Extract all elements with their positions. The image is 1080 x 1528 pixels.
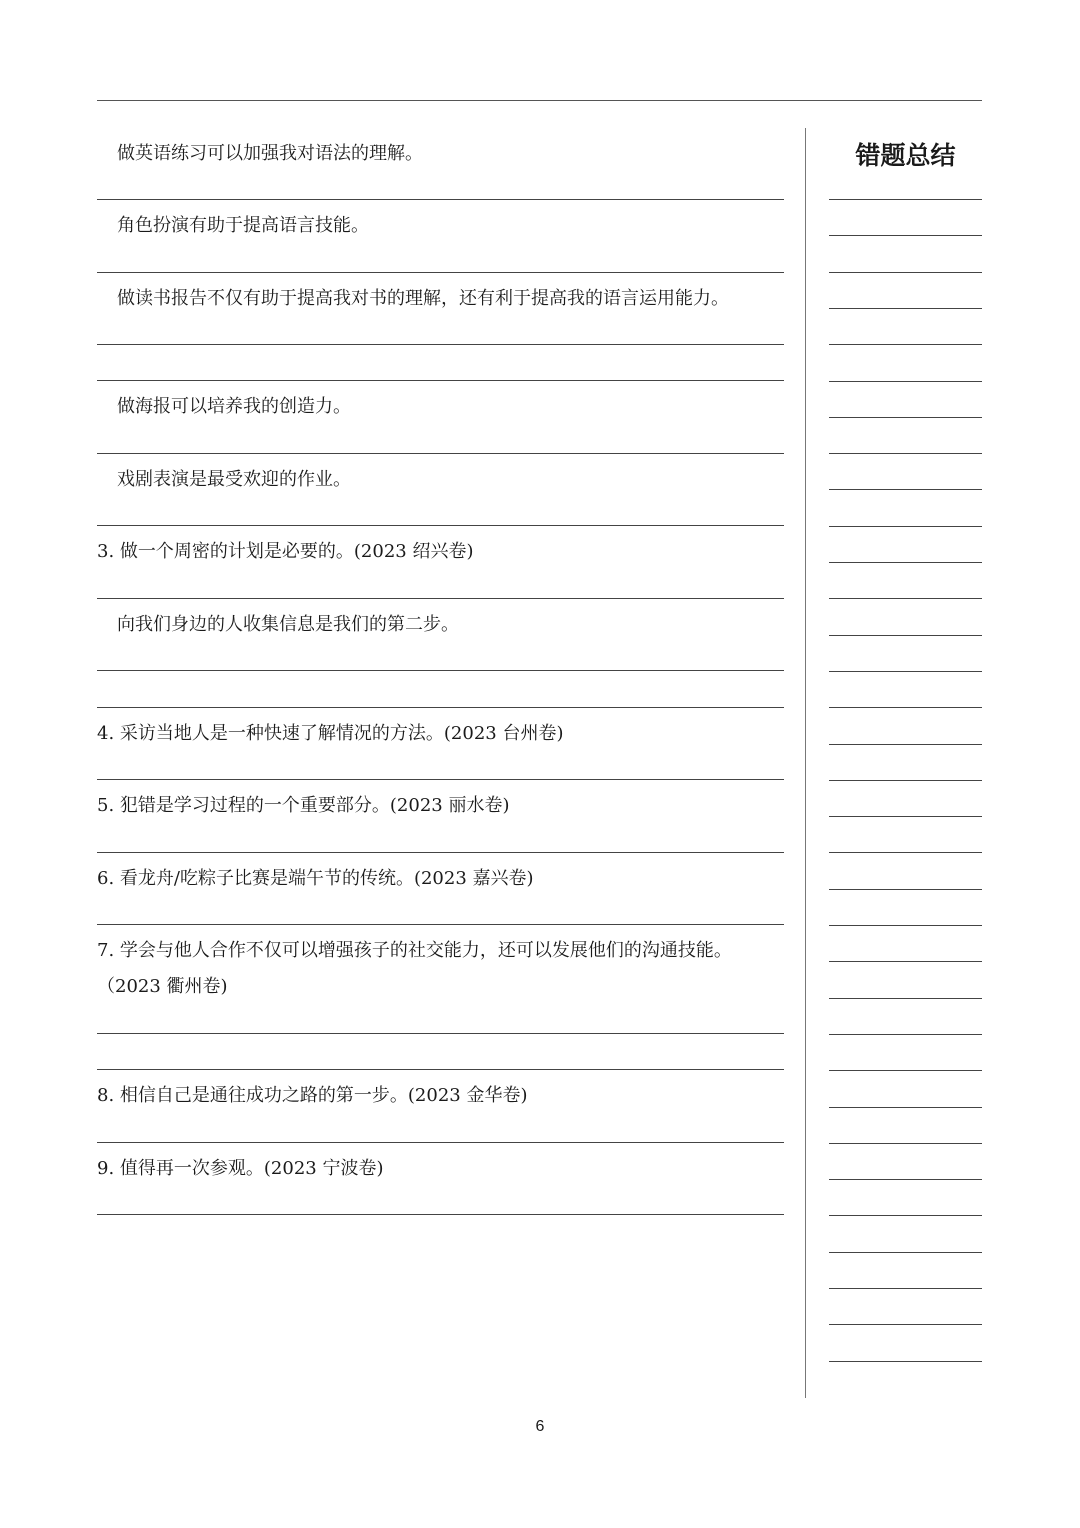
- exercise-item: [97, 454, 784, 527]
- exercise-prompt: 3. 做一个周密的计划是必要的。(2023 绍兴卷): [97, 541, 474, 563]
- exercise-item: [97, 128, 784, 200]
- summary-writing-line: [829, 1107, 982, 1108]
- exercise-source: （2023 衢州卷): [97, 976, 228, 998]
- column-divider: [805, 128, 806, 1398]
- summary-writing-line: [829, 235, 982, 236]
- summary-writing-line: [829, 381, 982, 382]
- summary-writing-line: [829, 925, 982, 926]
- summary-writing-line: [829, 852, 982, 853]
- exercise-prompt: 角色扮演有助于提高语言技能。: [117, 215, 369, 236]
- exercise-prompt: 做海报可以培养我的创造力。: [117, 396, 351, 418]
- summary-writing-line: [829, 671, 982, 672]
- summary-writing-line: [829, 1324, 982, 1325]
- answer-line: [97, 345, 784, 381]
- exercise-prompt: 做读书报告不仅有助于提高我对书的理解，还有利于提高我的语言运用能力。: [117, 287, 729, 309]
- summary-writing-line: [829, 489, 982, 490]
- exercise-prompt: 6. 看龙舟/吃粽子比赛是端午节的传统。(2023 嘉兴卷): [97, 867, 534, 889]
- exercise-item: [97, 381, 784, 454]
- summary-writing-line: [829, 453, 982, 454]
- exercise-item: [97, 526, 784, 599]
- exercise-item: [97, 200, 784, 273]
- exercise-item: [97, 780, 784, 853]
- summary-writing-line: [829, 780, 982, 781]
- summary-writing-line: [829, 308, 982, 309]
- summary-writing-line: [829, 1179, 982, 1180]
- summary-writing-line: [829, 635, 982, 636]
- mistake-summary-title: 错题总结: [855, 141, 956, 170]
- exercise-item: [97, 1070, 784, 1143]
- summary-writing-line: [829, 344, 982, 345]
- exercise-prompt: 9. 值得再一次参观。(2023 宁波卷): [97, 1157, 384, 1179]
- summary-writing-line: [829, 526, 982, 527]
- exercise-item: [97, 925, 784, 1034]
- exercise-prompt: 7. 学会与他人合作不仅可以增强孩子的社交能力，还可以发展他们的沟通技能。: [97, 940, 732, 962]
- exercise-item: [97, 1143, 784, 1216]
- exercise-prompt: 戏剧表演是最受欢迎的作业。: [117, 468, 351, 490]
- exercise-prompt: 8. 相信自己是通往成功之路的第一步。(2023 金华卷): [97, 1085, 528, 1107]
- summary-writing-line: [829, 272, 982, 273]
- answer-line: [97, 671, 784, 707]
- summary-writing-line: [829, 1252, 982, 1253]
- summary-writing-line: [829, 961, 982, 962]
- summary-writing-line: [829, 1143, 982, 1144]
- header-rule: [97, 100, 982, 101]
- exercise-item: [97, 599, 784, 672]
- summary-writing-line: [829, 998, 982, 999]
- summary-writing-line: [829, 1288, 982, 1289]
- summary-writing-line: [829, 816, 982, 817]
- summary-writing-line: [829, 562, 982, 563]
- summary-writing-line: [829, 1034, 982, 1035]
- exercise-area: [97, 128, 784, 1215]
- summary-writing-line: [829, 707, 982, 708]
- summary-writing-line: [829, 1070, 982, 1071]
- summary-writing-line: [829, 417, 982, 418]
- exercise-prompt: 4. 采访当地人是一种快速了解情况的方法。(2023 台州卷): [97, 722, 564, 744]
- summary-writing-line: [829, 1361, 982, 1362]
- summary-writing-line: [829, 889, 982, 890]
- exercise-prompt: 向我们身边的人收集信息是我们的第二步。: [117, 613, 459, 635]
- summary-writing-line: [829, 744, 982, 745]
- summary-writing-line: [829, 1215, 982, 1216]
- page-number: 6: [535, 1418, 545, 1435]
- exercise-prompt: 5. 犯错是学习过程的一个重要部分。(2023 丽水卷): [97, 795, 510, 817]
- answer-line: [97, 1034, 784, 1070]
- exercise-item: [97, 273, 784, 346]
- exercise-item: [97, 853, 784, 926]
- exercise-item: [97, 708, 784, 781]
- exercise-prompt: 做英语练习可以加强我对语法的理解。: [117, 143, 423, 164]
- summary-writing-line: [829, 199, 982, 200]
- summary-writing-line: [829, 598, 982, 599]
